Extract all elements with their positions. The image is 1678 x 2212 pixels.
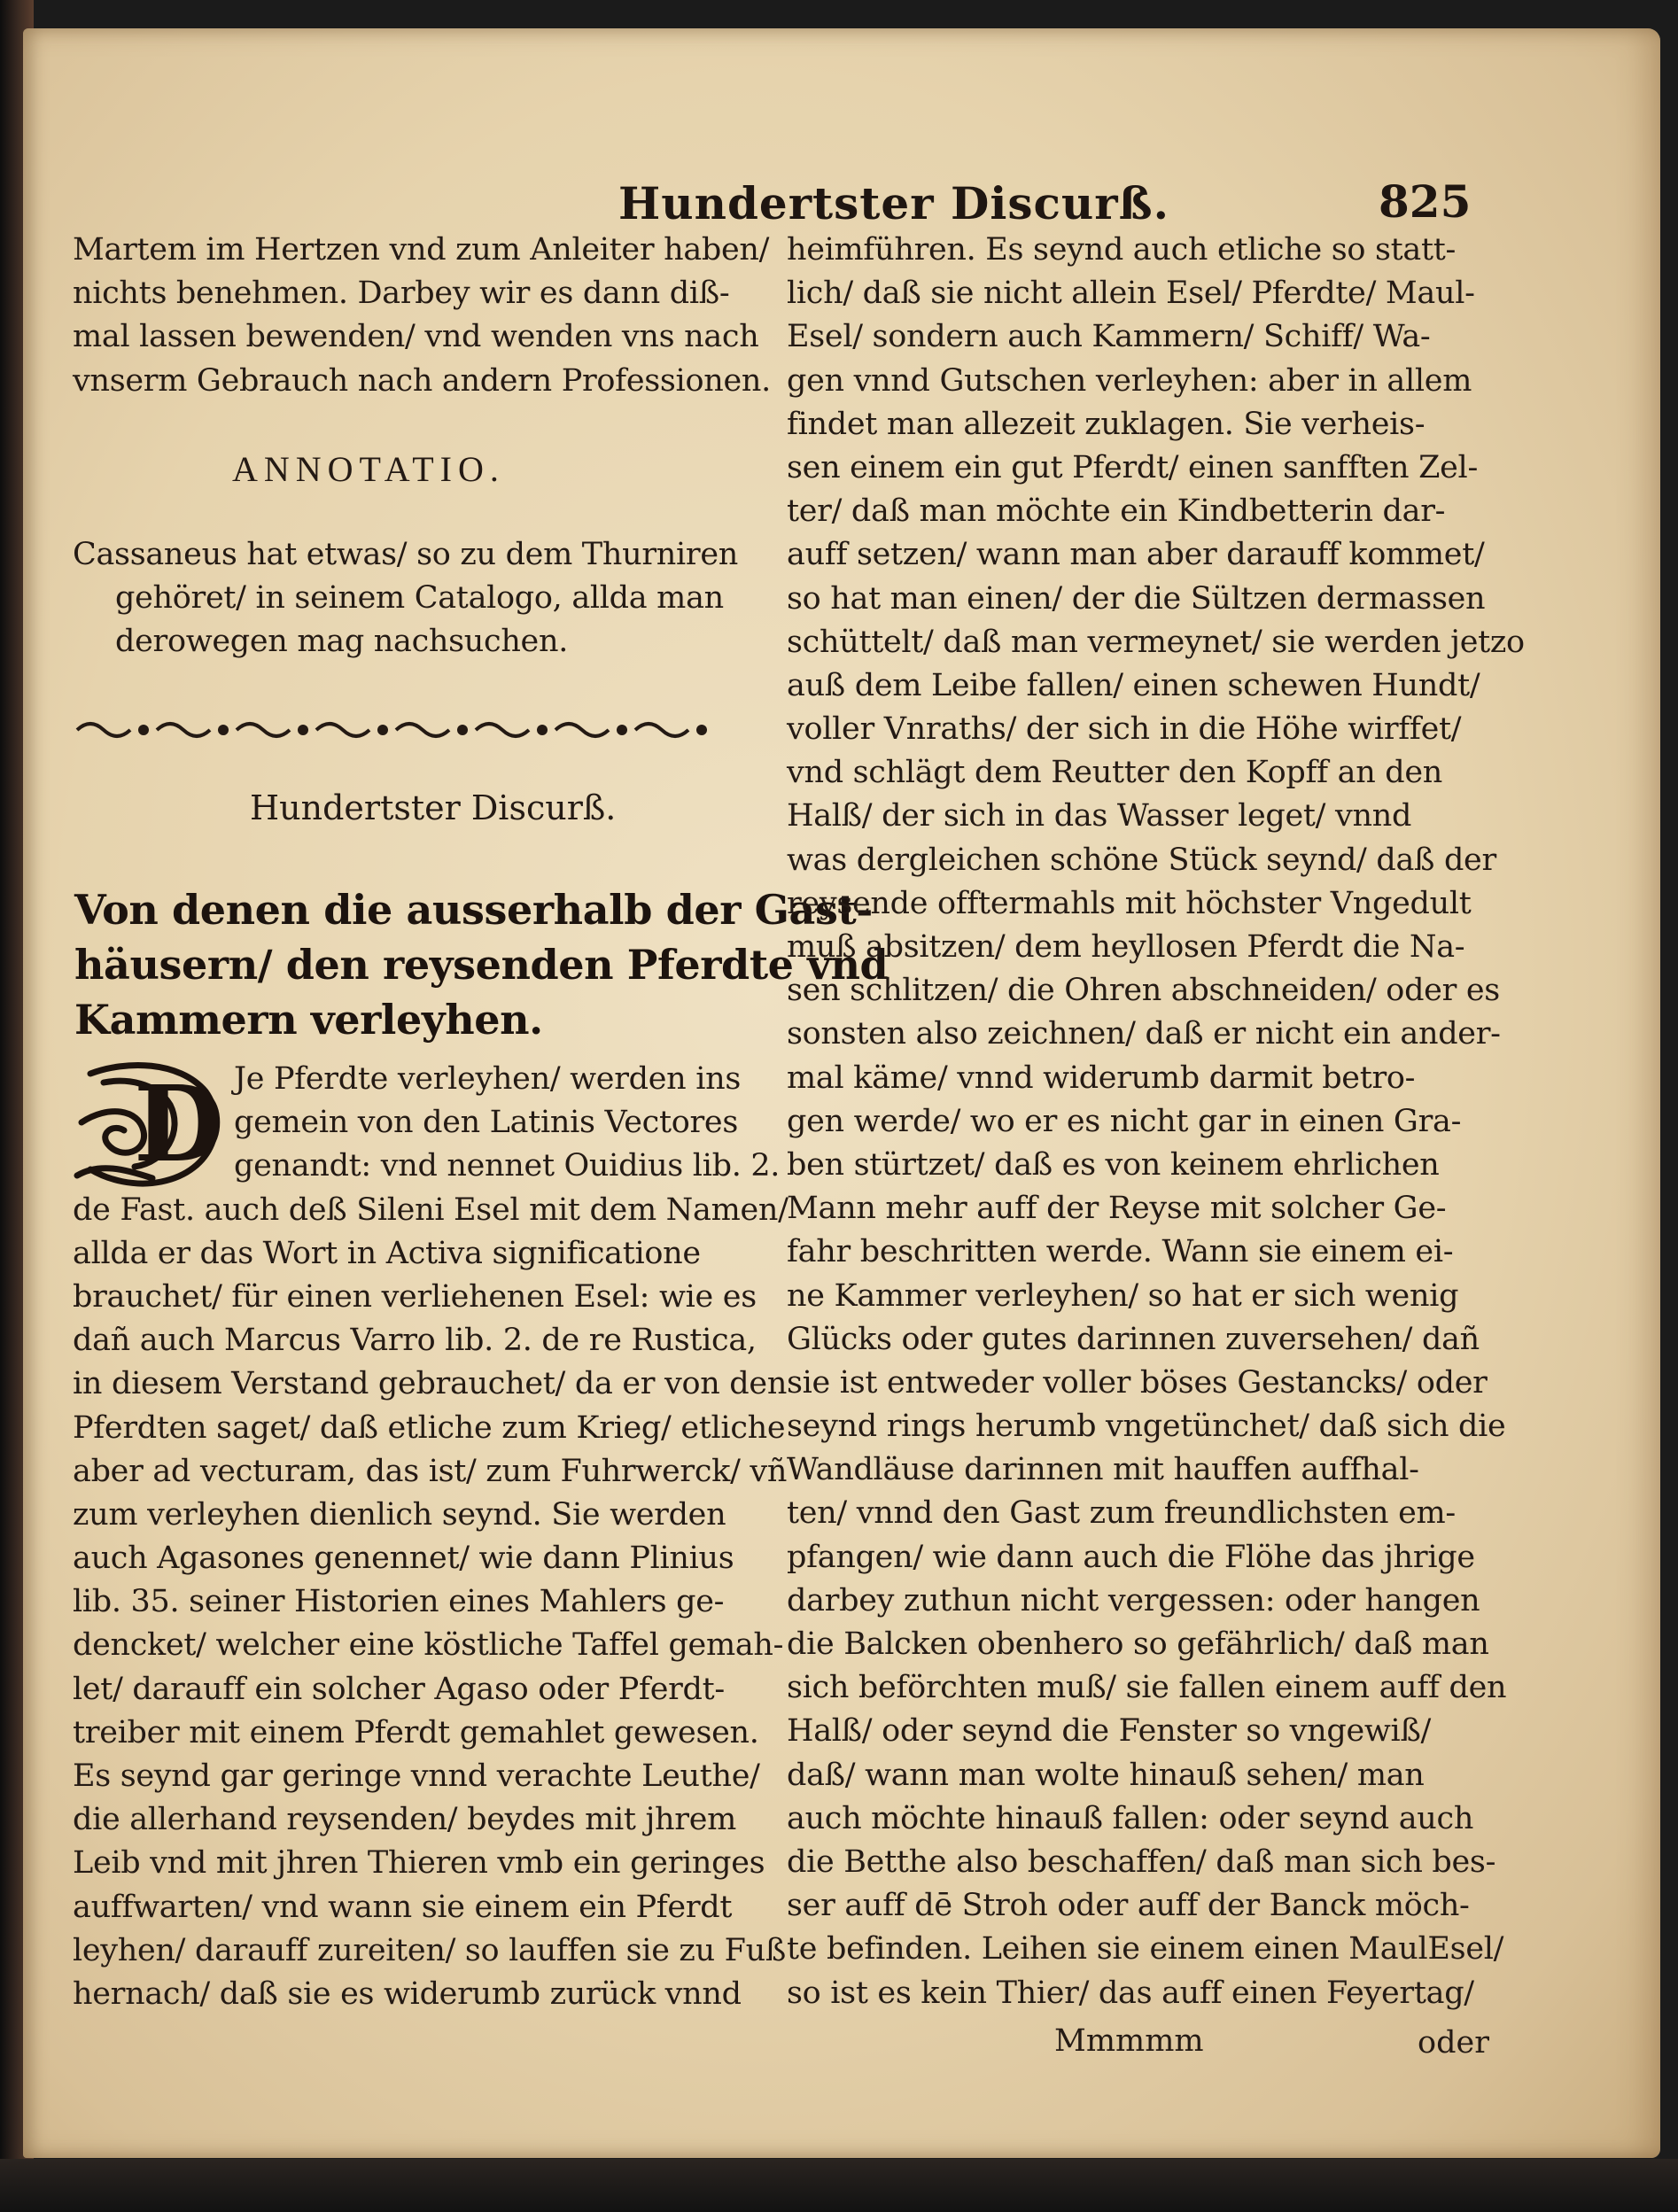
text-line: daß/ wann man wolte hinauß sehen/ man — [787, 1757, 1425, 1793]
text-line: Wandläuse darinnen mit hauffen auffhal- — [787, 1452, 1419, 1488]
text-line: sen einem ein gut Pferdt/ einen sanfften Zel- — [787, 449, 1478, 485]
heading-line: Kammern verleyhen. — [74, 996, 543, 1044]
section-title: Hundertster Discurß. — [250, 788, 617, 827]
text-line: gemein von den Latinis Vectores — [234, 1105, 738, 1141]
heading-line: häusern/ den reysenden Pferdte vnd — [74, 941, 889, 989]
text-line: Cassaneus hat etwas/ so zu dem Thurniren — [73, 537, 738, 572]
text-line: die allerhand reysenden/ beydes mit jhrem — [73, 1802, 737, 1838]
book-bottom-edge — [0, 2159, 1678, 2212]
signature-mark: Mmmmm — [1054, 2023, 1204, 2059]
text-line: Glücks oder gutes darinnen zuversehen/ dañ — [787, 1321, 1480, 1357]
text-line: Martem im Hertzen vnd zum Anleiter haben/ — [73, 232, 770, 268]
text-line: brauchet/ für einen verliehenen Esel: wie es — [73, 1278, 757, 1315]
text-line: genandt: vnd nennet Ouidius lib. 2. — [234, 1148, 781, 1184]
text-line: derowegen mag nachsuchen. — [115, 624, 569, 660]
running-head: Hundertster Discurß. — [618, 177, 1170, 229]
text-line: Pferdten saget/ daß etliche zum Krieg/ etliche — [73, 1409, 786, 1446]
text-line: findet man allezeit zuklagen. Sie verheis- — [787, 406, 1426, 442]
text-line: gen werde/ wo er es nicht gar in einen Gra- — [787, 1103, 1462, 1139]
text-line: die Balcken obenhero so gefährlich/ daß man — [787, 1626, 1489, 1662]
text-line: Halß/ oder seynd die Fenster so vngewiß/ — [787, 1713, 1432, 1750]
text-line: dencket/ welcher eine köstliche Taffel gemah- — [73, 1627, 784, 1664]
right-column — [787, 229, 1525, 2015]
text-line: dañ auch Marcus Varro lib. 2. de re Rustica, — [73, 1323, 757, 1359]
text-line: sie ist entweder voller böses Gestancks/ oder — [787, 1364, 1488, 1401]
ornament-divider — [73, 712, 746, 748]
text-line: heimführen. Es seynd auch etliche so statt- — [787, 232, 1456, 268]
text-line: auch möchte hinauß fallen: oder seynd auch — [787, 1800, 1474, 1836]
text-line: vnserm Gebrauch nach andern Professionen. — [73, 362, 771, 399]
text-line: zum verleyhen dienlich seynd. Sie werden — [73, 1496, 726, 1533]
left-column-body — [73, 1058, 789, 2016]
text-line: Je Pferdte verleyhen/ werden ins — [234, 1061, 742, 1097]
text-line: auch Agasones genennet/ wie dann Plinius — [73, 1541, 734, 1577]
text-line: voller Vnraths/ der sich in die Höhe wirffet/ — [787, 711, 1462, 748]
text-line: hernach/ daß sie es widerumb zurück vnnd — [73, 1975, 742, 2012]
text-line: Mann mehr auff der Reyse mit solcher Ge- — [787, 1191, 1447, 1227]
text-line: sich beförchten muß/ sie fallen einem auff den — [787, 1670, 1507, 1706]
text-line: treiber mit einem Pferdt gemahlet gewesen. — [73, 1714, 759, 1750]
text-line: Halß/ der sich in das Wasser leget/ vnnd — [787, 798, 1412, 834]
text-line: Es seynd gar geringe vnnd verachte Leuthe/ — [73, 1758, 760, 1794]
text-line: seynd rings herumb vngetünchet/ daß sich die — [787, 1409, 1506, 1445]
text-line: die Betthe also beschaffen/ daß man sich bes- — [787, 1843, 1496, 1880]
text-line: lib. 35. seiner Historien eines Mahlers ge- — [73, 1584, 725, 1620]
text-line: auff setzen/ wann man aber darauff kommet/ — [787, 537, 1485, 573]
text-line: fahr beschritten werde. Wann sie einem ei- — [787, 1234, 1454, 1270]
text-line: muß absitzen/ dem heyllosen Pferdt die Na- — [787, 929, 1465, 965]
page-number: 825 — [1379, 175, 1472, 228]
text-line: ne Kammer verleyhen/ so hat er sich wenig — [787, 1277, 1459, 1314]
text-line: so hat man einen/ der die Sültzen dermassen — [787, 580, 1486, 617]
text-line: ten/ vnnd den Gast zum freundlichsten em- — [787, 1495, 1456, 1532]
text-line: auß dem Leibe fallen/ einen schewen Hundt/ — [787, 667, 1480, 703]
text-line: mal käme/ vnnd widerumb darmit betro- — [787, 1059, 1416, 1096]
text-line: allda er das Wort in Activa significatione — [73, 1235, 701, 1271]
text-line: ter/ daß man möchte ein Kindbetterin dar- — [787, 493, 1446, 530]
text-line: sonsten also zeichnen/ daß er nicht ein ander- — [787, 1016, 1501, 1052]
text-line: pfangen/ wie dann auch die Flöhe das jhrige — [787, 1539, 1475, 1575]
text-line: gen vnnd Gutschen verleyhen: aber in allem — [787, 362, 1472, 399]
text-line: leyhen/ darauff zureiten/ so lauffen sie zu Fuß — [73, 1932, 786, 1968]
text-line: ben stürtzet/ daß es von keinem ehrlichen — [787, 1146, 1440, 1183]
text-line: lich/ daß sie nicht allein Esel/ Pferdte/ Maul- — [787, 276, 1475, 312]
text-line: was dergleichen schöne Stück seynd/ daß der — [787, 842, 1496, 878]
book-page — [23, 28, 1660, 2158]
catchword: oder — [1418, 2025, 1489, 2061]
text-line: mal lassen bewenden/ vnd wenden vns nach — [73, 319, 759, 355]
heading-line: Von denen die ausserhalb der Gast- — [74, 886, 873, 934]
text-line: in diesem Verstand gebrauchet/ da er von den — [73, 1366, 788, 1402]
text-line: sen schlitzen/ die Ohren abschneiden/ oder es — [787, 973, 1500, 1009]
text-line: schüttelt/ daß man vermeynet/ sie werden jetzo — [787, 624, 1525, 660]
text-line: aber ad vecturam, das ist/ zum Fuhrwerck/ vñ — [73, 1453, 788, 1489]
text-line: let/ darauff ein solcher Agaso oder Pferdt- — [73, 1671, 725, 1707]
text-line: darbey zuthun nicht vergessen: oder hangen — [787, 1582, 1480, 1618]
text-line: gehöret/ in seinem Catalogo, allda man — [115, 580, 724, 617]
annotatio-paragraph — [73, 533, 764, 664]
text-line: reysende offtermahls mit höchster Vngedult — [787, 885, 1472, 921]
annotatio-label: ANNOTATIO. — [232, 449, 505, 489]
text-line: Esel/ sondern auch Kammern/ Schiff/ Wa- — [787, 319, 1431, 355]
text-line: ser auff dē Stroh oder auff der Banck möch- — [787, 1888, 1470, 1924]
text-line: vnd schlägt dem Reutter den Kopff an den — [787, 755, 1443, 791]
drop-cap-letter: D — [133, 1062, 225, 1185]
text-line: te befinden. Leihen sie einem einen MaulEsel/ — [787, 1931, 1504, 1968]
text-line: auffwarten/ vnd wann sie einem ein Pferdt — [73, 1889, 733, 1925]
text-line: Leib vnd mit jhren Thieren vmb ein geringes — [73, 1845, 765, 1882]
chapter-heading — [74, 882, 889, 1047]
text-line: de Fast. auch deß Sileni Esel mit dem Namen/ — [73, 1191, 789, 1228]
left-column-top — [73, 229, 771, 403]
text-line: so ist es kein Thier/ das auff einen Feyertag/ — [787, 1975, 1474, 2011]
text-line: nichts benehmen. Darbey wir es dann diß- — [73, 276, 730, 312]
